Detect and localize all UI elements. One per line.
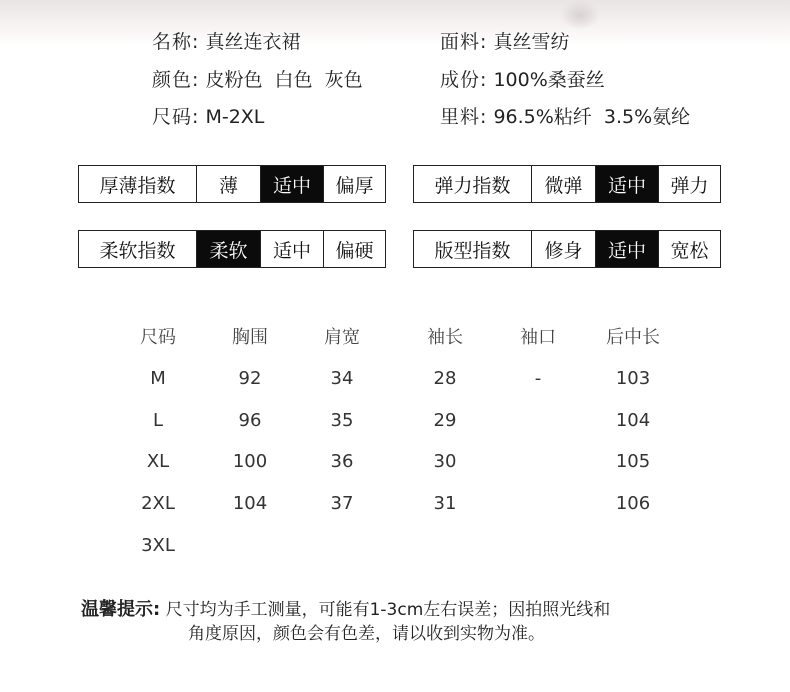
spec-lining [440, 105, 690, 129]
fit-index [413, 230, 721, 268]
size-table-cell: 104 [615, 410, 651, 431]
warm-tip [81, 598, 611, 644]
fit-option: 适中 [595, 231, 658, 267]
spec-color-label: 颜色: [152, 69, 200, 91]
decorative-shadow [560, 0, 600, 30]
size-table-cell: 34 [330, 368, 354, 389]
size-table-header: 胸围 [232, 327, 268, 348]
spec-composition-value: 100%桑蚕丝 [493, 69, 605, 91]
size-table-header: 后中长 [606, 327, 660, 348]
size-table-header: 尺码 [140, 327, 176, 348]
size-table-cell: 104 [232, 493, 268, 514]
fit-option: 宽松 [658, 231, 720, 267]
size-table-cell: - [534, 368, 542, 389]
warm-tip-label: 温馨提示: [81, 599, 161, 620]
thickness-option: 偏厚 [323, 166, 385, 202]
spec-size [152, 105, 264, 129]
size-table-header: 袖长 [427, 327, 463, 348]
softness-index [78, 230, 386, 268]
thickness-option: 薄 [196, 166, 260, 202]
size-table-cell: 29 [433, 410, 457, 431]
spec-lining-value: 96.5%粘纤 3.5%氨纶 [493, 106, 691, 128]
size-table-size-cell: L [152, 410, 164, 431]
size-table-header: 肩宽 [324, 327, 360, 348]
softness-index-title: 柔软指数 [79, 231, 196, 267]
size-table-cell: 31 [433, 493, 457, 514]
softness-option: 偏硬 [323, 231, 385, 267]
thickness-index [78, 165, 386, 203]
spec-fabric [440, 30, 569, 54]
softness-option: 柔软 [196, 231, 260, 267]
size-table-size-cell: 2XL [141, 493, 175, 514]
fit-index-title: 版型指数 [414, 231, 531, 267]
elasticity-option: 弹力 [658, 166, 720, 202]
spec-fabric-value: 真丝雪纺 [493, 31, 570, 53]
size-table-cell: 92 [238, 368, 262, 389]
spec-name [152, 30, 300, 54]
size-table-cell: 106 [615, 493, 651, 514]
size-table-cell: 30 [433, 451, 457, 472]
size-table-cell: 37 [330, 493, 354, 514]
size-table-cell: 28 [433, 368, 457, 389]
size-table-cell: 35 [330, 410, 354, 431]
spec-size-label: 尺码: [152, 106, 200, 128]
size-table-cell: 100 [232, 451, 268, 472]
size-table-cell: 105 [615, 451, 651, 472]
elasticity-option: 微弹 [531, 166, 595, 202]
spec-composition [440, 68, 605, 92]
spec-color [152, 68, 363, 92]
spec-name-label: 名称: [152, 31, 200, 53]
top-image-fade [0, 0, 790, 46]
size-table-size-cell: 3XL [141, 535, 175, 556]
size-table-size-cell: XL [146, 451, 170, 472]
size-table-size-cell: M [150, 368, 166, 389]
spec-fabric-label: 面料: [440, 31, 488, 53]
size-table-cell: 103 [615, 368, 651, 389]
spec-color-value: 皮粉色 白色 灰色 [205, 69, 363, 91]
fit-option: 修身 [531, 231, 595, 267]
spec-composition-label: 成份: [440, 69, 488, 91]
size-table-header: 袖口 [520, 327, 556, 348]
thickness-index-title: 厚薄指数 [79, 166, 196, 202]
elasticity-index [413, 165, 721, 203]
warm-tip-line2: 角度原因，颜色会有色差，请以收到实物为准。 [188, 624, 545, 644]
size-table-cell: 36 [330, 451, 354, 472]
elasticity-option: 适中 [595, 166, 658, 202]
spec-lining-label: 里料: [440, 106, 488, 128]
warm-tip-line1: 尺寸均为手工测量，可能有1-3cm左右误差；因拍照光线和 [165, 600, 611, 620]
spec-size-value: M-2XL [205, 106, 265, 128]
thickness-option: 适中 [260, 166, 323, 202]
softness-option: 适中 [260, 231, 323, 267]
spec-name-value: 真丝连衣裙 [205, 31, 301, 53]
elasticity-index-title: 弹力指数 [414, 166, 531, 202]
size-table-cell: 96 [238, 410, 262, 431]
